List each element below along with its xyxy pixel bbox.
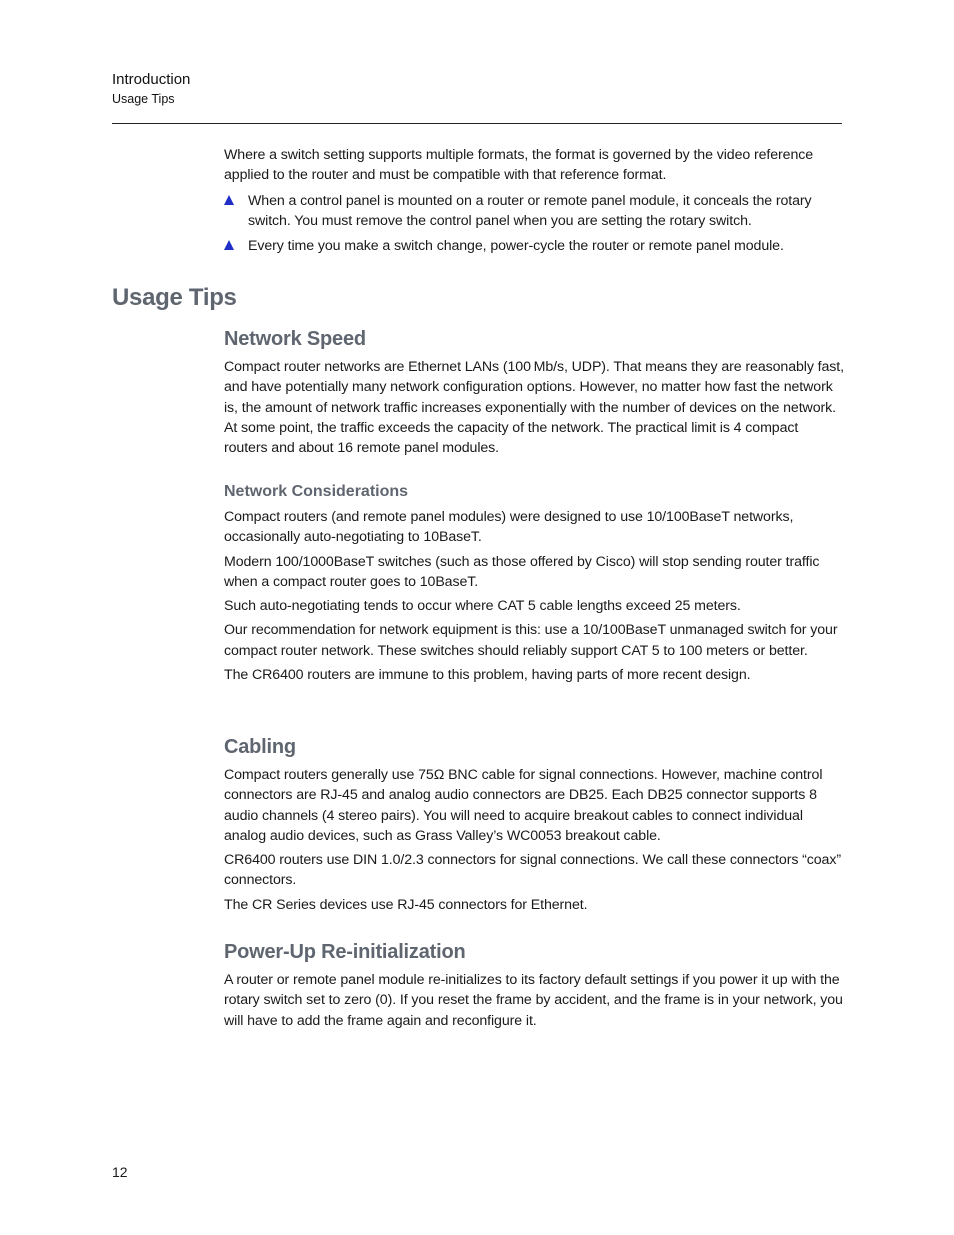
paragraph: The CR Series devices use RJ-45 connectors for Ethernet. (224, 896, 588, 913)
paragraph: The CR6400 routers are immune to this problem, having parts of more recent design. (224, 667, 751, 684)
paragraph: Our recommendation for network equipment is this: use a 10/100BaseT unmanaged switch for your compact router network. These switches should reliably support CAT 5 to 100 meters or better. (224, 622, 838, 659)
network-speed-paragraph: Compact router networks are Ethernet LANs (100 Mb/s, UDP). That means they are reasonably fast, and have potentially many network configuration options. However, no matter how fast the network is, the amount of network traffic increases exponentially with the number of devices on the network. At some point, the traffic exceeds the capacity of the network. The practical limit is 4 compact routers and about 16 remote panel modules. (224, 359, 844, 457)
paragraph: Such auto-negotiating tends to occur where CAT 5 cable lengths exceed 25 meters. (224, 598, 741, 615)
bullet-item (224, 236, 844, 256)
triangle-bullet-icon (224, 240, 234, 250)
page-number: 12 (112, 1164, 128, 1180)
triangle-bullet-icon (224, 195, 234, 205)
bullet-text: Every time you make a switch change, power-cycle the router or remote panel module. (248, 238, 784, 255)
section-title: Usage Tips (112, 284, 237, 311)
header-rule (112, 123, 842, 124)
cabling-heading: Cabling (224, 736, 296, 758)
paragraph: Compact routers generally use 75Ω BNC cable for signal connections. However, machine control connectors are RJ-45 and analog audio connectors are DB25. Each DB25 connector supports 8 audio channels (4 stereo pairs). You will need to acquire breakout cables to connect individual analog audio devices, such as Grass Valley’s WC0053 breakout cable. (224, 767, 823, 844)
bullet-item (224, 191, 844, 232)
paragraph: Modern 100/1000BaseT switches (such as those offered by Cisco) will stop sending router traffic when a compact router goes to 10BaseT. (224, 553, 820, 590)
power-up-heading: Power-Up Re-initialization (224, 941, 466, 963)
running-header (112, 70, 190, 108)
intro-block (224, 145, 844, 256)
intro-paragraph: Where a switch setting supports multiple formats, the format is governed by the video reference applied to the router and must be compatible with that reference format. (224, 147, 814, 184)
power-up-section (224, 939, 844, 1031)
network-considerations-heading: Network Considerations (224, 483, 409, 500)
network-considerations-section (224, 481, 844, 685)
paragraph: Compact routers (and remote panel modules) were designed to use 10/100BaseT networks, occasionally auto-negotiating to 10BaseT. (224, 509, 794, 546)
paragraph: A router or remote panel module re-initializes to its factory default settings if you power it up with the rotary switch set to zero (0). If you reset the frame by accident, and the frame is in your network, you will have to add the frame again and reconfigure it. (224, 972, 843, 1029)
network-speed-section (224, 326, 844, 458)
paragraph: CR6400 routers use DIN 1.0/2.3 connectors for signal connections. We call these connectors “coax” connectors. (224, 852, 841, 889)
cabling-section (224, 734, 844, 915)
running-header-chapter: Introduction (112, 71, 191, 88)
bullet-text: When a control panel is mounted on a router or remote panel module, it conceals the rotary switch. You must remove the control panel when you are setting the rotary switch. (248, 192, 812, 229)
network-speed-heading: Network Speed (224, 328, 366, 350)
running-header-section: Usage Tips (112, 92, 175, 106)
